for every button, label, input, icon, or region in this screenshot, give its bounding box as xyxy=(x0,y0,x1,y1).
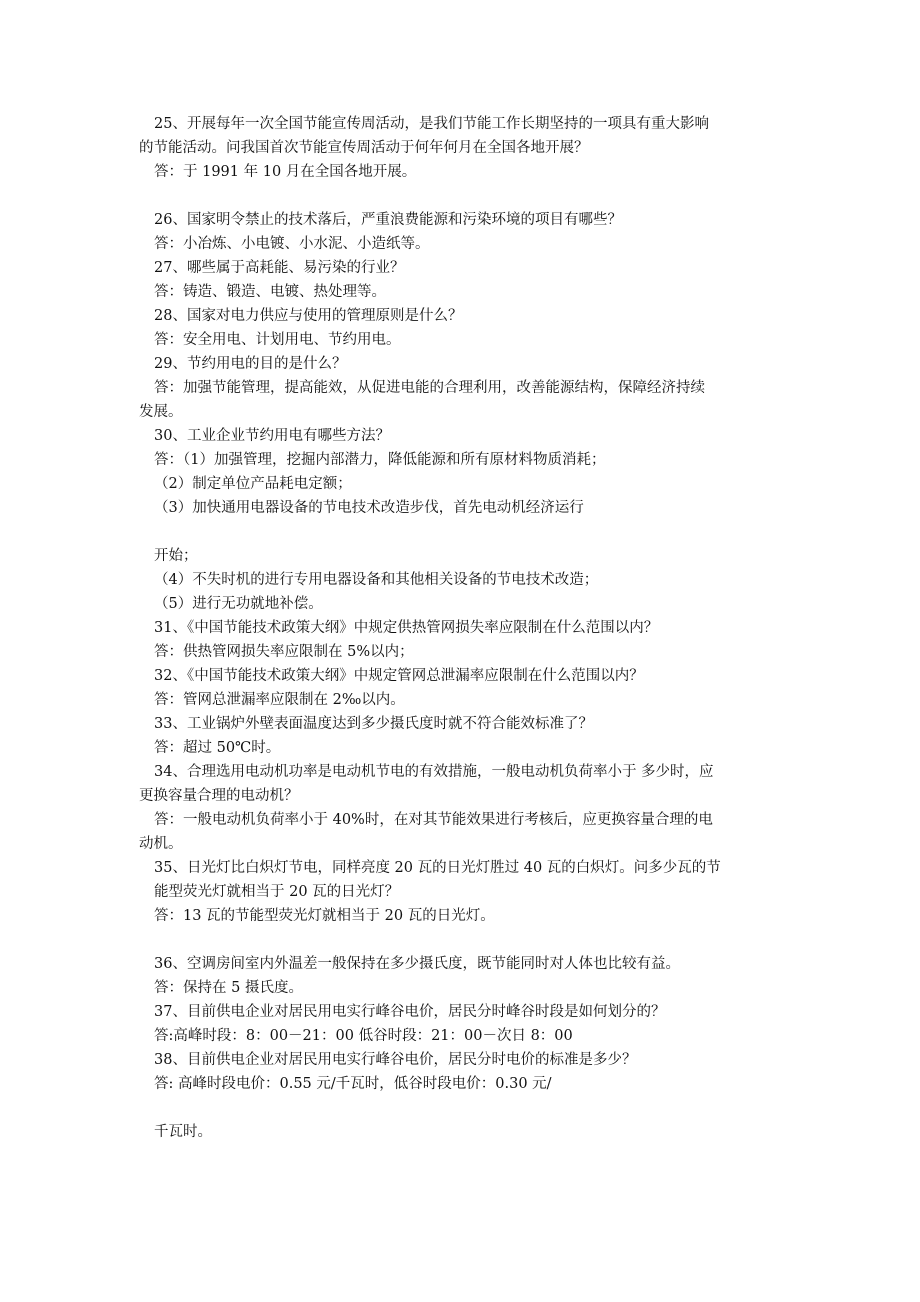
text-line: （3）加快通用电器设备的节电技术改造步伐，首先电动机经济运行 xyxy=(154,500,584,516)
text-line: 答：小冶炼、小电镀、小水泥、小造纸等。 xyxy=(154,236,430,252)
text-line: 开始； xyxy=(154,548,198,564)
text-line: 30、工业企业节约用电有哪些方法？ xyxy=(154,428,390,444)
text-line: 更换容量合理的电动机？ xyxy=(139,788,299,804)
text-line: （2）制定单位产品耗电定额； xyxy=(154,476,352,492)
text-line: 答：安全用电、计划用电、节约用电。 xyxy=(154,332,401,348)
blank-line xyxy=(139,928,789,952)
text-line: 25、开展每年一次全国节能宣传周活动，是我们节能工作长期坚持的一项具有重大影响 xyxy=(154,116,709,132)
text-line: 答：于 1991 年 10 月在全国各地开展。 xyxy=(154,164,417,180)
blank-line xyxy=(139,1096,789,1120)
text-line: 的节能活动。问我国首次节能宣传周活动于何年何月在全国各地开展？ xyxy=(139,140,589,156)
text-line: 35、日光灯比白炽灯节电，同样亮度 20 瓦的日光灯胜过 40 瓦的白炽灯。问多少瓦的节 xyxy=(154,860,721,876)
text-line: 动机。 xyxy=(139,836,183,852)
text-line: 答：13 瓦的节能型荧光灯就相当于 20 瓦的日光灯。 xyxy=(154,908,495,924)
text-line: 37、目前供电企业对居民用电实行峰谷电价，居民分时峰谷时段是如何划分的？ xyxy=(154,1004,666,1020)
text-line: 答：超过 50℃时。 xyxy=(154,740,281,756)
text-line: 32、《中国节能技术政策大纲》中规定管网总泄漏率应限制在什么范围以内？ xyxy=(154,668,644,684)
text-line: 27、哪些属于高耗能、易污染的行业？ xyxy=(154,260,405,276)
document-body xyxy=(139,112,789,1144)
text-line: 发展。 xyxy=(139,404,183,420)
text-line: 答：保持在 5 摄氏度。 xyxy=(154,980,303,996)
text-line: （4）不失时机的进行专用电器设备和其他相关设备的节电技术改造； xyxy=(154,572,599,588)
text-line: 答：一般电动机负荷率小于 40%时，在对其节能效果进行考核后，应更换容量合理的电 xyxy=(154,812,713,828)
text-line: 29、节约用电的目的是什么？ xyxy=(154,356,347,372)
blank-line xyxy=(139,184,789,208)
text-line: （5）进行无功就地补偿。 xyxy=(154,596,323,612)
text-line: 答：加强节能管理，提高能效，从促进电能的合理利用，改善能源结构，保障经济持续 xyxy=(154,380,705,396)
text-line: 答: 高峰时段电价：0.55 元/千瓦时，低谷时段电价：0.30 元/ xyxy=(154,1076,552,1092)
text-line: 答:高峰时段：8：00－21：00 低谷时段：21：00－次日 8：00 xyxy=(154,1028,573,1044)
text-line: 千瓦时。 xyxy=(154,1124,212,1140)
text-line: 26、国家明令禁止的技术落后，严重浪费能源和污染环境的项目有哪些？ xyxy=(154,212,622,228)
text-line: 答：（1）加强管理，挖掘内部潜力，降低能源和所有原材料物质消耗； xyxy=(154,452,606,468)
text-line: 28、国家对电力供应与使用的管理原则是什么？ xyxy=(154,308,463,324)
text-line: 答：供热管网损失率应限制在 5%以内； xyxy=(154,644,414,660)
text-line: 33、工业锅炉外壁表面温度达到多少摄氏度时就不符合能效标准了？ xyxy=(154,716,593,732)
text-line: 31、《中国节能技术政策大纲》中规定供热管网损失率应限制在什么范围以内？ xyxy=(154,620,659,636)
text-line: 34、合理选用电动机功率是电动机节电的有效措施，一般电动机负荷率小于 多少时，应 xyxy=(154,764,714,780)
text-line: 答：铸造、锻造、电镀、热处理等。 xyxy=(154,284,386,300)
text-line: 能型荧光灯就相当于 20 瓦的日光灯？ xyxy=(154,884,400,900)
text-line: 38、目前供电企业对居民用电实行峰谷电价，居民分时电价的标准是多少？ xyxy=(154,1052,637,1068)
text-line: 36、空调房间室内外温差一般保持在多少摄氏度，既节能同时对人体也比较有益。 xyxy=(154,956,680,972)
blank-line xyxy=(139,520,789,544)
text-line: 答：管网总泄漏率应限制在 2‰以内。 xyxy=(154,692,405,708)
